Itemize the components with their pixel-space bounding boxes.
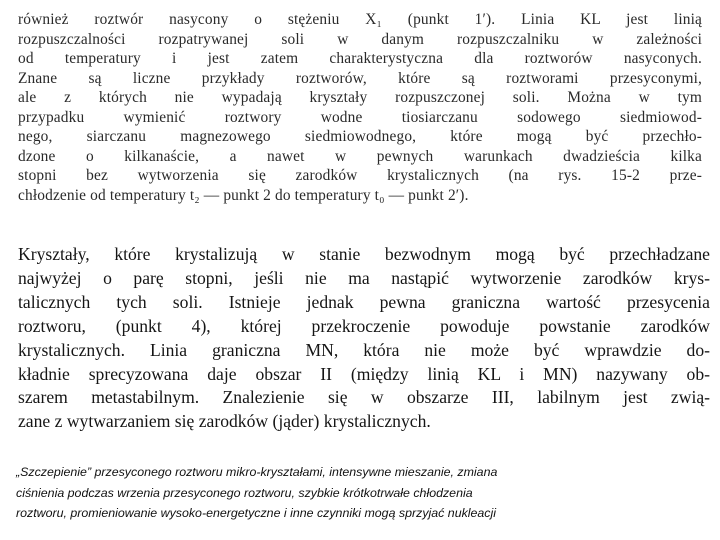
- text-line: zane z wytwarzaniem się zarodków (jąder) krystalicznych.: [18, 411, 431, 432]
- text-line: również roztwór nasycony o stężeniu X₁ (punkt 1′). Linia KL jest linią: [18, 11, 702, 28]
- text-line: stopni bez wytworzenia się zarodków krystalicznych (na rys. 15-2 prze-: [18, 167, 702, 184]
- caption-line: ciśnienia podczas wrzenia przesyconego roztworu, szybkie krótkotrwałe chłodzenia: [16, 485, 473, 500]
- text-line: krystalicznych. Linia graniczna MN, która nie może być wprawdzie do-: [18, 339, 710, 360]
- text-line: roztworu, (punkt 4), której przekroczenie powoduje powstanie zarodków: [18, 315, 710, 336]
- text-line: rozpuszczalności rozpatrywanej soli w danym rozpuszczalniku w zależności: [18, 30, 702, 48]
- text-line: talicznych tych soli. Istnieje jednak pewna graniczna wartość przesycenia: [18, 291, 710, 312]
- text-line: szarem metastabilnym. Znalezienie się w obszarze III, labilnym jest zwią-: [18, 387, 710, 408]
- text-line: dzone o kilkanaście, a nawet w pewnych warunkach dwadzieścia kilka: [18, 147, 702, 165]
- scanned-paragraph-lower: [18, 243, 710, 434]
- caption-line: „Szczepienie” przesyconego roztworu mikro-kryształami, intensywne mieszanie, zmiana: [16, 465, 498, 479]
- text-line: od temperatury i jest zatem charakterystyczna dla roztworów nasyconych.: [18, 50, 702, 67]
- text-line: Kryształy, które krystalizują w stanie bezwodnym mogą być przechładzane: [18, 244, 710, 264]
- text-line: ale z których nie wypadają kryształy rozpuszczonej soli. Można w tym: [18, 89, 702, 106]
- scanned-paragraph-upper: [18, 10, 702, 205]
- caption-note: [16, 462, 706, 524]
- text-line: przypadku wymienić roztwory wodne tiosiarczanu sodowego siedmiowod-: [18, 108, 702, 126]
- text-line: nego, siarczanu magnezowego siedmiowodnego, które mogą być przechło-: [18, 128, 702, 145]
- text-line: Znane są liczne przykłady roztworów, które są roztworami przesyconymi,: [18, 69, 702, 87]
- text-line: chłodzenie od temperatury t₂ — punkt 2 do temperatury t₀ — punkt 2′).: [18, 186, 469, 204]
- caption-line: roztworu, promieniowanie wysoko-energetyczne i inne czynniki mogą sprzyjać nukleacji: [16, 506, 497, 520]
- text-line: najwyżej o parę stopni, jeśli nie ma nastąpić wytworzenie zarodków krys-: [18, 267, 710, 288]
- text-line: kładnie sprecyzowana daje obszar II (między linią KL i MN) nazywany ob-: [18, 363, 710, 384]
